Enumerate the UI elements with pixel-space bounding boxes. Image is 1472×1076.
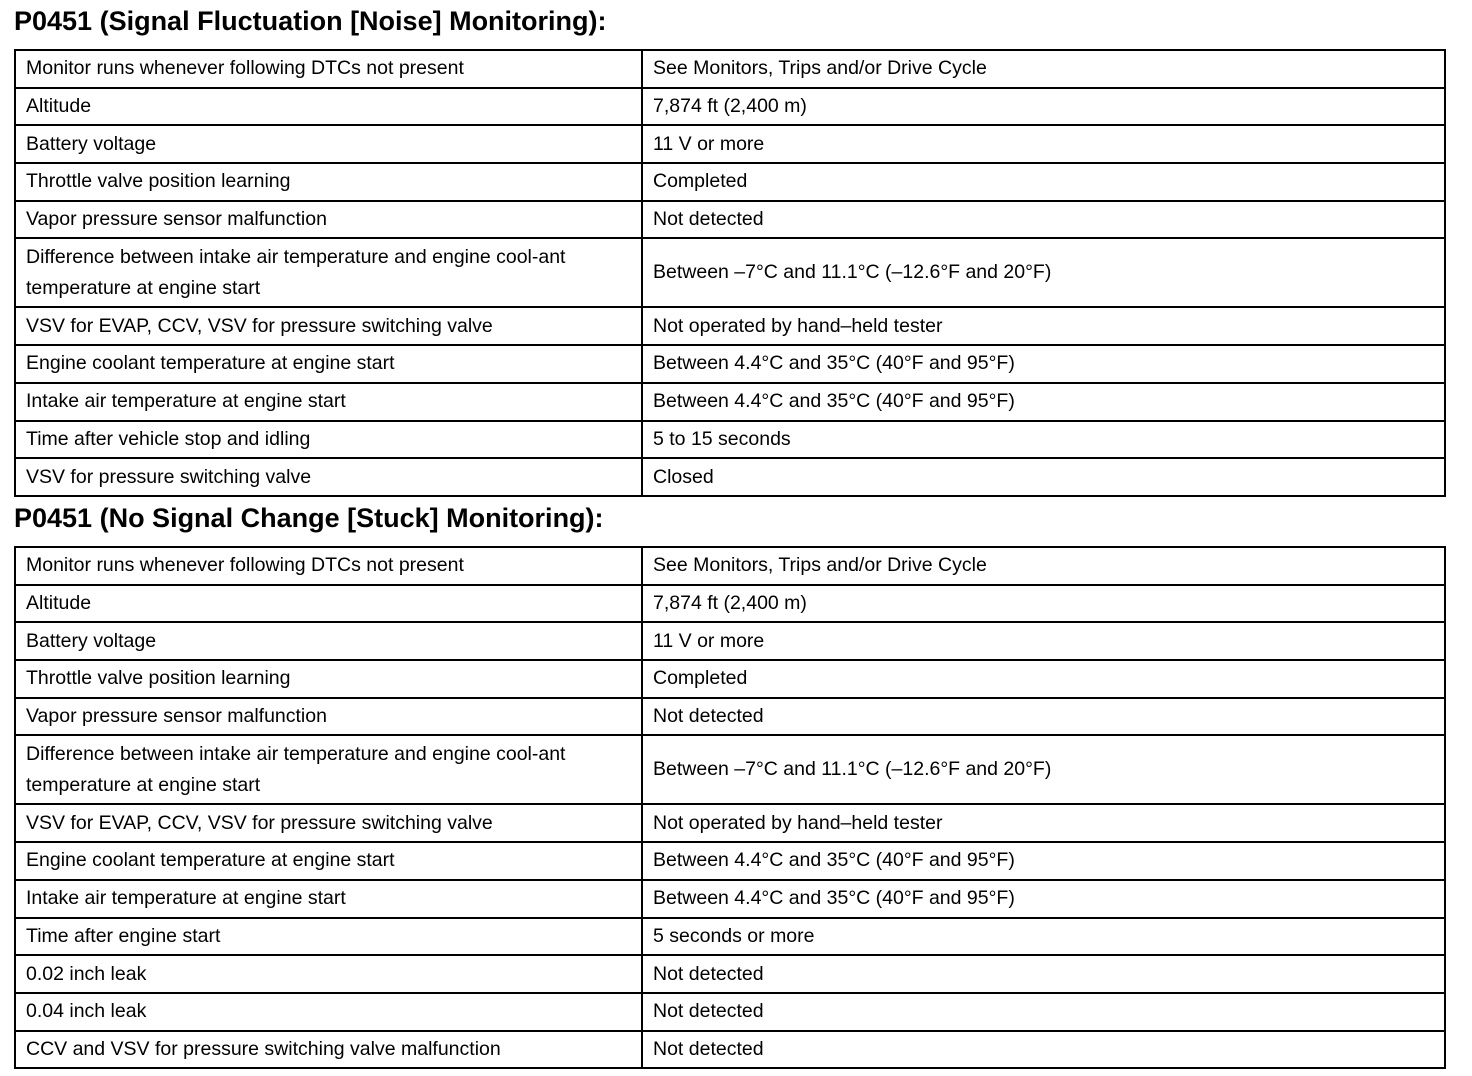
param-cell: Difference between intake air temperature and engine cool-ant temperature at engine start	[15, 238, 642, 307]
table-row	[15, 307, 1445, 345]
param-cell: Monitor runs whenever following DTCs not present	[15, 547, 642, 585]
param-cell: Throttle valve position learning	[15, 660, 642, 698]
param-cell: Throttle valve position learning	[15, 163, 642, 201]
table-row	[15, 50, 1445, 88]
value-cell: Between 4.4°C and 35°C (40°F and 95°F)	[642, 345, 1445, 383]
table-row	[15, 1031, 1445, 1069]
value-cell: Not detected	[642, 1031, 1445, 1069]
table-row	[15, 163, 1445, 201]
table-row	[15, 585, 1445, 623]
param-cell: Altitude	[15, 88, 642, 126]
table-row	[15, 125, 1445, 163]
param-cell: Time after vehicle stop and idling	[15, 421, 642, 459]
table-row	[15, 955, 1445, 993]
table-row	[15, 547, 1445, 585]
param-cell: 0.02 inch leak	[15, 955, 642, 993]
value-cell: 7,874 ft (2,400 m)	[642, 585, 1445, 623]
param-cell: Engine coolant temperature at engine start	[15, 842, 642, 880]
table-row	[15, 458, 1445, 496]
value-cell: Not operated by hand–held tester	[642, 804, 1445, 842]
param-cell: CCV and VSV for pressure switching valve malfunction	[15, 1031, 642, 1069]
value-cell: Not detected	[642, 993, 1445, 1031]
value-cell: Between 4.4°C and 35°C (40°F and 95°F)	[642, 842, 1445, 880]
value-cell: Between –7°C and 11.1°C (–12.6°F and 20°F)	[642, 238, 1445, 307]
table-row	[15, 421, 1445, 459]
param-cell: Monitor runs whenever following DTCs not present	[15, 50, 642, 88]
table-row	[15, 735, 1445, 804]
table-row	[15, 842, 1445, 880]
value-cell: Not detected	[642, 201, 1445, 239]
value-cell: 5 to 15 seconds	[642, 421, 1445, 459]
value-cell: Not detected	[642, 955, 1445, 993]
value-cell: 11 V or more	[642, 622, 1445, 660]
param-cell: Time after engine start	[15, 918, 642, 956]
param-cell: Intake air temperature at engine start	[15, 383, 642, 421]
param-cell: Altitude	[15, 585, 642, 623]
param-cell: 0.04 inch leak	[15, 993, 642, 1031]
value-cell: Completed	[642, 660, 1445, 698]
table-row	[15, 804, 1445, 842]
value-cell: 7,874 ft (2,400 m)	[642, 88, 1445, 126]
value-cell: 11 V or more	[642, 125, 1445, 163]
table-row	[15, 622, 1445, 660]
conditions-table-stuck	[14, 546, 1446, 1069]
value-cell: See Monitors, Trips and/or Drive Cycle	[642, 50, 1445, 88]
value-cell: See Monitors, Trips and/or Drive Cycle	[642, 547, 1445, 585]
table-row	[15, 88, 1445, 126]
param-cell: Battery voltage	[15, 622, 642, 660]
value-cell: Between 4.4°C and 35°C (40°F and 95°F)	[642, 383, 1445, 421]
table-row	[15, 660, 1445, 698]
value-cell: Completed	[642, 163, 1445, 201]
table-row	[15, 201, 1445, 239]
section-title-stuck-monitoring: P0451 (No Signal Change [Stuck] Monitoring):	[14, 503, 604, 533]
table-row	[15, 383, 1445, 421]
param-cell: Difference between intake air temperature and engine cool-ant temperature at engine start	[15, 735, 642, 804]
value-cell: Closed	[642, 458, 1445, 496]
param-cell: Battery voltage	[15, 125, 642, 163]
table-row	[15, 345, 1445, 383]
value-cell: Not detected	[642, 698, 1445, 736]
param-cell: Vapor pressure sensor malfunction	[15, 201, 642, 239]
param-cell: Intake air temperature at engine start	[15, 880, 642, 918]
table-row	[15, 918, 1445, 956]
section-title-noise-monitoring: P0451 (Signal Fluctuation [Noise] Monitoring):	[14, 6, 607, 36]
table-row	[15, 880, 1445, 918]
param-cell: Engine coolant temperature at engine start	[15, 345, 642, 383]
param-cell: VSV for EVAP, CCV, VSV for pressure switching valve	[15, 307, 642, 345]
table-row	[15, 238, 1445, 307]
value-cell: Between –7°C and 11.1°C (–12.6°F and 20°F)	[642, 735, 1445, 804]
table-row	[15, 993, 1445, 1031]
conditions-table-noise	[14, 49, 1446, 497]
table-row	[15, 698, 1445, 736]
value-cell: Not operated by hand–held tester	[642, 307, 1445, 345]
param-cell: Vapor pressure sensor malfunction	[15, 698, 642, 736]
value-cell: Between 4.4°C and 35°C (40°F and 95°F)	[642, 880, 1445, 918]
value-cell: 5 seconds or more	[642, 918, 1445, 956]
param-cell: VSV for pressure switching valve	[15, 458, 642, 496]
param-cell: VSV for EVAP, CCV, VSV for pressure switching valve	[15, 804, 642, 842]
